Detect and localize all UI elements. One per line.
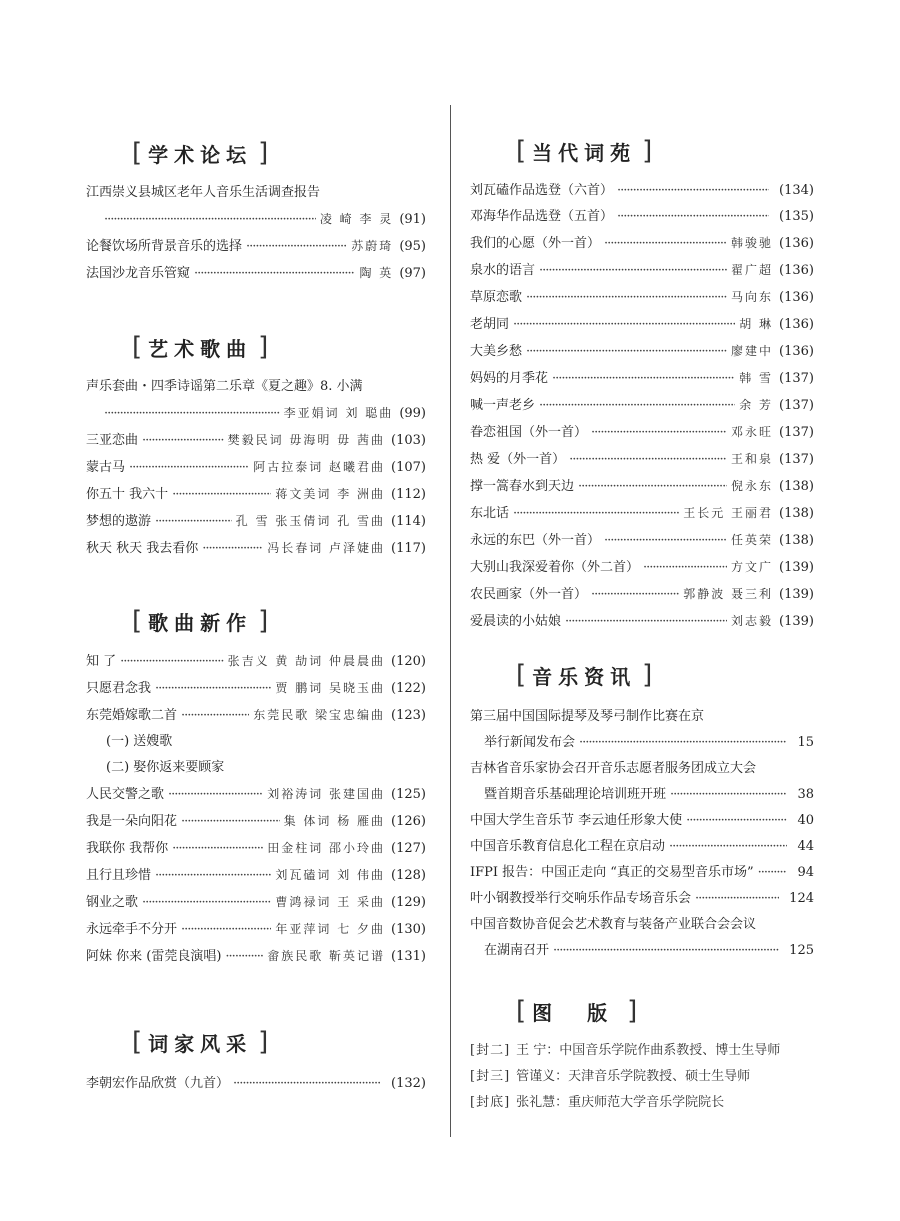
entry-author: 郭静波 聂三利 <box>683 587 774 601</box>
toc-entry[interactable] <box>470 581 814 608</box>
entry-author: 王长元 王丽君 <box>683 506 774 520</box>
plate-list <box>470 1038 814 1116</box>
entry-title: 暨首期音乐基础理论培训班开班 <box>484 787 667 802</box>
plate-entry <box>470 1064 814 1090</box>
entry-title: 农民画家（外一首） <box>470 587 588 602</box>
toc-entry[interactable] <box>470 392 814 419</box>
entry-title: 我是一朵向阳花 <box>86 814 178 829</box>
entry-page: (127) <box>391 841 426 856</box>
toc-entry[interactable] <box>86 374 426 400</box>
leader-dots <box>172 482 271 508</box>
entry-title: 三亚恋曲 <box>86 433 139 448</box>
leader-dots <box>695 886 779 912</box>
entry-page: (91) <box>399 212 426 227</box>
entry-page: (138) <box>779 533 814 548</box>
leader-dots <box>233 1071 381 1097</box>
entry-title: 第三届中国国际提琴及琴弓制作比赛在京 <box>470 709 705 724</box>
toc-entry[interactable] <box>86 260 426 287</box>
toc-list <box>470 178 814 635</box>
toc-entry[interactable] <box>86 781 426 808</box>
leader-dots <box>686 808 787 834</box>
entry-page: (130) <box>391 922 426 937</box>
toc-entry[interactable] <box>86 233 426 260</box>
leader-dots <box>591 420 727 446</box>
leader-dots <box>569 447 727 473</box>
entry-author: 年亚萍词 七 夕曲 <box>275 922 386 936</box>
leader-dots <box>578 474 727 500</box>
plate-text: 王 宁：中国音乐学院作曲系教授、博士生导师 <box>516 1043 781 1058</box>
entry-author: 阿古拉泰词 赵曦君曲 <box>253 460 386 474</box>
entry-title: 我联你 我帮你 <box>86 841 169 856</box>
toc-entry[interactable] <box>470 730 814 756</box>
leader-dots <box>181 703 249 729</box>
leader-dots <box>758 860 788 886</box>
leader-dots <box>670 782 787 808</box>
entry-author: 刘裕涛词 张建国曲 <box>267 787 386 801</box>
entry-title: 吉林省音乐家协会召开音乐志愿者服务团成立大会 <box>470 761 757 776</box>
entry-page: (112) <box>391 487 426 502</box>
toc-entry[interactable] <box>86 427 426 454</box>
leader-dots <box>168 782 263 808</box>
entry-author: 刘瓦磕词 刘 伟曲 <box>275 868 386 882</box>
entry-page: (131) <box>391 949 426 964</box>
entry-author: 苏蔚琦 <box>351 239 394 253</box>
entry-page: (126) <box>391 814 426 829</box>
section-heading: [ 音乐资讯 ] <box>516 660 653 690</box>
entry-author: 凌 崎 李 灵 <box>319 212 394 226</box>
entry-title: (一) 送嫂歌 <box>106 734 173 749</box>
section-gequ <box>86 606 426 970</box>
entry-author: 翟广超 <box>731 263 774 277</box>
leader-dots <box>181 917 271 943</box>
entry-author: 倪永东 <box>731 479 774 493</box>
toc-entry[interactable] <box>470 446 814 473</box>
entry-title: 中国音乐教育信息化工程在京启动 <box>470 839 666 854</box>
entry-page: 40 <box>797 813 814 828</box>
entry-title: 草原恋歌 <box>470 290 523 305</box>
entry-page: 44 <box>797 839 814 854</box>
entry-title: 爱晨读的小姑娘 <box>470 614 562 629</box>
toc-list <box>86 374 426 562</box>
plate-tag: [封三] <box>470 1069 511 1084</box>
entry-title: 眷恋祖国（外一首） <box>470 425 588 440</box>
toc-entry[interactable] <box>470 860 814 886</box>
entry-title: 李朝宏作品欣赏（九首） <box>86 1076 230 1091</box>
entry-page: 124 <box>789 891 814 906</box>
heading-text: 词家风采 <box>148 1031 253 1056</box>
toc-entry[interactable] <box>86 454 426 481</box>
entry-page: (137) <box>779 371 814 386</box>
leader-dots <box>142 428 224 454</box>
toc-entry[interactable] <box>470 178 814 204</box>
section-cijia <box>86 1027 426 1097</box>
leader-dots <box>552 366 735 392</box>
toc-entry[interactable] <box>86 508 426 535</box>
entry-page: (129) <box>391 895 426 910</box>
entry-author: 蒋文美词 李 洲曲 <box>275 487 386 501</box>
toc-list <box>86 648 426 970</box>
section-xueshu <box>86 138 426 287</box>
leader-dots <box>553 938 779 964</box>
leader-dots <box>643 555 727 581</box>
entry-author: 廖建中 <box>731 344 774 358</box>
toc-entry[interactable] <box>86 180 426 206</box>
toc-entry[interactable] <box>470 912 814 938</box>
leader-dots <box>604 231 727 257</box>
toc-entry[interactable] <box>86 889 426 916</box>
entry-title: 热 爱（外一首） <box>470 452 566 467</box>
toc-entry[interactable] <box>86 729 426 755</box>
entry-page: (125) <box>391 787 426 802</box>
entry-author: 田金柱词 邵小玲曲 <box>267 841 386 855</box>
entry-title: 且行且珍惜 <box>86 868 152 883</box>
entry-title: 知 了 <box>86 654 117 669</box>
section-heading: [ 艺术歌曲 ] <box>132 332 269 362</box>
leader-dots <box>104 207 316 233</box>
heading-text: 艺术歌曲 <box>148 336 253 361</box>
entry-title: 论餐饮场所背景音乐的选择 <box>86 239 243 254</box>
entry-author: 李亚娟词 刘 聪曲 <box>283 406 394 420</box>
entry-author: 陶 英 <box>359 266 394 280</box>
entry-author: 张吉义 黄 劼词 仲晨晨曲 <box>227 654 386 668</box>
plate-tag: [封底] <box>470 1095 511 1110</box>
toc-entry[interactable] <box>86 808 426 835</box>
entry-title: 声乐套曲・四季诗谣第二乐章《夏之趣》8. 小满 <box>86 379 363 394</box>
entry-author: 马向东 <box>731 290 774 304</box>
column-divider <box>450 105 451 1137</box>
entry-page: (120) <box>391 654 426 669</box>
entry-title: 中国大学生音乐节 李云迪任形象大使 <box>470 813 683 828</box>
entry-title: 江西崇义县城区老年人音乐生活调查报告 <box>86 185 321 200</box>
heading-text: 当代词苑 <box>532 140 637 165</box>
toc-entry[interactable] <box>470 257 814 284</box>
section-heading: [ 歌曲新作 ] <box>132 606 269 636</box>
entry-author: 畲族民歌 靳英记谱 <box>267 949 386 963</box>
entry-page: (137) <box>779 425 814 440</box>
entry-title: 只愿君念我 <box>86 681 152 696</box>
plate-tag: [封二] <box>470 1043 511 1058</box>
entry-title: 人民交警之歌 <box>86 787 165 802</box>
heading-text: 图 版 <box>532 1000 622 1025</box>
toc-list <box>86 1071 426 1097</box>
entry-page: (139) <box>779 614 814 629</box>
toc-list <box>470 704 814 964</box>
toc-entry[interactable] <box>470 782 814 808</box>
entry-title: 秋天 秋天 我去看你 <box>86 541 199 556</box>
toc-entry[interactable] <box>470 756 814 782</box>
leader-dots <box>129 455 249 481</box>
leader-dots <box>513 501 679 527</box>
section-yishu <box>86 332 426 562</box>
toc-entry[interactable] <box>470 808 814 834</box>
toc-entry[interactable] <box>86 916 426 943</box>
leader-dots <box>155 509 232 535</box>
leader-dots <box>617 178 769 204</box>
entry-title: 梦想的遨游 <box>86 514 152 529</box>
entry-page: (103) <box>391 433 426 448</box>
toc-entry[interactable] <box>470 473 814 500</box>
section-heading: [ 当代词苑 ] <box>516 136 653 166</box>
entry-author: 曹鸿禄词 王 采曲 <box>275 895 386 909</box>
section-yinyue <box>470 660 814 964</box>
entry-author: 孔 雪 张玉倩词 孔 雪曲 <box>235 514 386 528</box>
plate-text: 张礼慧：重庆师范大学音乐学院院长 <box>516 1095 725 1110</box>
toc-entry[interactable] <box>470 527 814 554</box>
entry-title: 妈妈的月季花 <box>470 371 549 386</box>
toc-entry[interactable] <box>470 230 814 257</box>
entry-title: 阿妹 你来 (雷莞良演唱) <box>86 949 222 964</box>
section-heading: [ 词家风采 ] <box>132 1027 269 1057</box>
toc-entry[interactable] <box>86 648 426 675</box>
entry-title: 泉水的语言 <box>470 263 536 278</box>
leader-dots <box>565 609 727 635</box>
entry-page: (139) <box>779 587 814 602</box>
toc-entry[interactable] <box>470 554 814 581</box>
entry-title: 撑一篙春水到天边 <box>470 479 575 494</box>
entry-page: (134) <box>779 183 814 198</box>
entry-page: (107) <box>391 460 426 475</box>
entry-author: 刘志毅 <box>731 614 774 628</box>
entry-page: (136) <box>779 263 814 278</box>
leader-dots <box>539 258 727 284</box>
entry-title: 喊一声老乡 <box>470 398 536 413</box>
entry-page: 125 <box>789 943 814 958</box>
toc-entry[interactable] <box>86 675 426 702</box>
leader-dots <box>591 582 679 608</box>
entry-page: (95) <box>399 239 426 254</box>
toc-entry[interactable] <box>470 204 814 230</box>
leader-dots <box>246 234 347 260</box>
entry-title: 大美乡愁 <box>470 344 523 359</box>
entry-page: 38 <box>797 787 814 802</box>
entry-page: (138) <box>779 479 814 494</box>
entry-author: 方文广 <box>731 560 774 574</box>
leader-dots <box>120 649 223 675</box>
heading-text: 学术论坛 <box>148 142 253 167</box>
entry-title: 你五十 我六十 <box>86 487 169 502</box>
entry-author: 东莞民歌 梁宝忠编曲 <box>253 708 386 722</box>
entry-author: 集 体词 杨 雁曲 <box>283 814 386 828</box>
leader-dots <box>155 863 271 889</box>
entry-title: 永远的东巴（外一首） <box>470 533 601 548</box>
leader-dots <box>202 536 263 562</box>
entry-author: 邓永旺 <box>731 425 774 439</box>
toc-entry[interactable] <box>470 704 814 730</box>
entry-page: (122) <box>391 681 426 696</box>
toc-entry[interactable] <box>86 481 426 508</box>
section-heading: [ 学术论坛 ] <box>132 138 269 168</box>
entry-title: 东北话 <box>470 506 510 521</box>
leader-dots <box>526 339 727 365</box>
toc-entry[interactable] <box>470 284 814 311</box>
entry-page: 94 <box>797 865 814 880</box>
entry-page: (114) <box>391 514 426 529</box>
toc-entry[interactable] <box>86 755 426 781</box>
toc-entry[interactable] <box>470 338 814 365</box>
toc-entry[interactable] <box>470 938 814 964</box>
toc-list <box>86 180 426 287</box>
section-dangdai <box>470 136 814 635</box>
entry-title: 在湖南召开 <box>484 943 550 958</box>
toc-entry[interactable] <box>470 311 814 338</box>
entry-title: 大别山我深爱着你（外二首） <box>470 560 640 575</box>
section-heading: [ 图 版 ] <box>516 996 638 1026</box>
entry-page: (123) <box>391 708 426 723</box>
entry-author: 冯长春词 卢泽婕曲 <box>267 541 386 555</box>
entry-page: (97) <box>399 266 426 281</box>
toc-entry[interactable] <box>470 365 814 392</box>
entry-page: (117) <box>391 541 426 556</box>
leader-dots <box>669 834 787 860</box>
leader-dots <box>181 809 280 835</box>
entry-title: 叶小钢教授举行交响乐作品专场音乐会 <box>470 891 692 906</box>
leader-dots <box>142 890 271 916</box>
leader-dots <box>225 944 263 970</box>
entry-title: IFPI 报告：中国正走向 “真正的交易型音乐市场” <box>470 865 754 880</box>
toc-entry[interactable] <box>86 400 426 427</box>
entry-title: 中国音数协音促会艺术教育与装备产业联合会会议 <box>470 917 757 932</box>
entry-page: (132) <box>391 1076 426 1091</box>
entry-author: 王和泉 <box>731 452 774 466</box>
leader-dots <box>194 261 355 287</box>
toc-entry[interactable] <box>86 835 426 862</box>
plate-entry <box>470 1038 814 1064</box>
entry-title: 法国沙龙音乐管窥 <box>86 266 191 281</box>
entry-page: (136) <box>779 344 814 359</box>
entry-title: 举行新闻发布会 <box>484 735 576 750</box>
toc-entry[interactable] <box>470 500 814 527</box>
entry-page: (135) <box>779 209 814 224</box>
leader-dots <box>172 836 263 862</box>
toc-entry[interactable] <box>470 419 814 446</box>
entry-author: 任英荣 <box>731 533 774 547</box>
entry-page: (136) <box>779 317 814 332</box>
entry-title: 我们的心愿（外一首） <box>470 236 601 251</box>
entry-page: (99) <box>399 406 426 421</box>
toc-entry[interactable] <box>86 535 426 562</box>
entry-page: 15 <box>797 735 814 750</box>
toc-entry[interactable] <box>470 834 814 860</box>
entry-title: 永远牵手不分开 <box>86 922 178 937</box>
entry-page: (136) <box>779 290 814 305</box>
entry-page: (139) <box>779 560 814 575</box>
entry-author: 余 芳 <box>739 398 774 412</box>
leader-dots <box>526 285 727 311</box>
plate-entry <box>470 1090 814 1116</box>
entry-page: (128) <box>391 868 426 883</box>
entry-title: (二) 娶你返来要顾家 <box>106 760 225 775</box>
section-tuban <box>470 996 814 1116</box>
toc-entry[interactable] <box>86 1071 426 1097</box>
leader-dots <box>617 204 769 230</box>
entry-author: 贾 鹏词 吴晓玉曲 <box>275 681 386 695</box>
entry-author: 韩 雪 <box>739 371 774 385</box>
entry-page: (138) <box>779 506 814 521</box>
leader-dots <box>104 401 280 427</box>
leader-dots <box>513 312 735 338</box>
leader-dots <box>579 730 787 756</box>
entry-author: 韩骏驰 <box>731 236 774 250</box>
entry-title: 老胡同 <box>470 317 510 332</box>
leader-dots <box>155 676 271 702</box>
entry-title: 邓海华作品选登（五首） <box>470 209 614 224</box>
entry-title: 刘瓦磕作品选登（六首） <box>470 183 614 198</box>
entry-page: (137) <box>779 398 814 413</box>
leader-dots <box>604 528 727 554</box>
entry-title: 钢业之歌 <box>86 895 139 910</box>
toc-entry[interactable] <box>86 943 426 970</box>
entry-page: (137) <box>779 452 814 467</box>
toc-entry[interactable] <box>470 608 814 635</box>
heading-text: 音乐资讯 <box>532 664 637 689</box>
entry-page: (136) <box>779 236 814 251</box>
toc-entry[interactable] <box>86 206 426 233</box>
entry-title: 东莞婚嫁歌二首 <box>86 708 178 723</box>
plate-text: 管谨义：天津音乐学院教授、硕士生导师 <box>516 1069 751 1084</box>
entry-title: 蒙古马 <box>86 460 126 475</box>
leader-dots <box>539 393 735 419</box>
toc-entry[interactable] <box>86 702 426 729</box>
entry-author: 胡 琳 <box>739 317 774 331</box>
toc-entry[interactable] <box>470 886 814 912</box>
toc-entry[interactable] <box>86 862 426 889</box>
entry-author: 樊毅民词 毋海明 毋 茜曲 <box>227 433 386 447</box>
heading-text: 歌曲新作 <box>148 610 253 635</box>
